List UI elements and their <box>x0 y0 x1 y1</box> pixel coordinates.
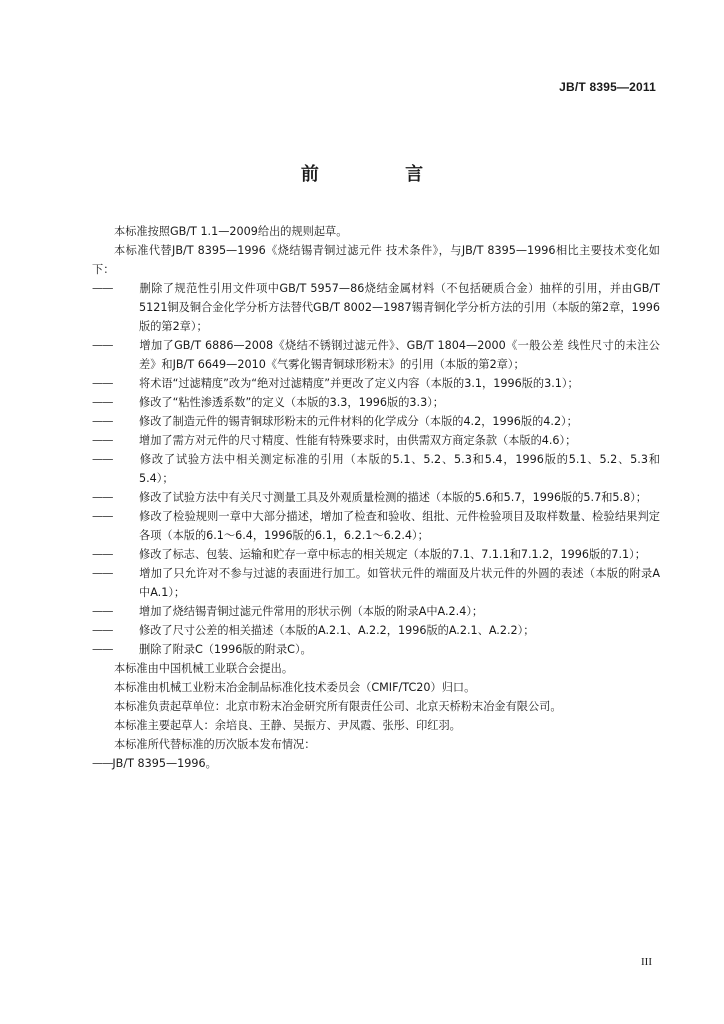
history-item-text: JB/T 8395—1996。 <box>112 757 217 770</box>
list-item <box>92 431 660 450</box>
page-number: III <box>641 956 652 968</box>
list-item <box>92 488 660 507</box>
list-marker: —— <box>92 548 113 561</box>
list-item-text: 增加了需方对元件的尺寸精度、性能有特殊要求时，由供需双方商定条款（本版的4.6）； <box>139 434 577 447</box>
list-marker: —— <box>92 434 113 447</box>
list-marker: —— <box>92 453 113 466</box>
list-item <box>92 393 660 412</box>
list-item <box>92 640 660 659</box>
standard-code: JB/T 8395—2011 <box>559 80 656 94</box>
list-item-text: 将术语“过滤精度”改为“绝对过滤精度”并更改了定义内容（本版的3.1，1996版的3.1）； <box>139 377 579 390</box>
list-item <box>92 450 660 488</box>
list-marker: —— <box>92 282 113 295</box>
list-item-text: 修改了“粘性渗透系数”的定义（本版的3.3，1996版的3.3）； <box>139 396 444 409</box>
change-list <box>92 279 660 659</box>
list-marker: —— <box>92 567 113 580</box>
paragraph: 本标准由中国机械工业联合会提出。 <box>114 662 294 675</box>
list-item <box>92 602 660 621</box>
page-title: 前 言 <box>300 164 464 185</box>
history-item <box>92 754 660 773</box>
list-item <box>92 507 660 545</box>
list-marker: —— <box>92 643 113 656</box>
paragraph: 本标准所代替标准的历次版本发布情况： <box>114 738 316 751</box>
list-marker: —— <box>92 339 113 352</box>
list-item <box>92 564 660 602</box>
list-item-text: 删除了规范性引用文件项中GB/T 5957—86烧结金属材料（不包括硬质合金）抽样的引用，并由GB/T 5121铜及铜合金化学分析方法替代GB/T 8002—1987锡青铜化学分析方法的引用（本版的第2章，1996版的第2章）； <box>139 282 660 333</box>
list-item <box>92 374 660 393</box>
list-item <box>92 412 660 431</box>
list-item-text: 修改了尺寸公差的相关描述（本版的A.2.1、A.2.2，1996版的A.2.1、A.2.2）； <box>139 624 535 637</box>
list-marker: —— <box>92 624 113 637</box>
list-item-text: 修改了试验方法中相关测定标准的引用（本版的5.1、5.2、5.3和5.4，1996版的5.1、5.2、5.3和5.4）； <box>139 453 660 485</box>
paragraph: 本标准负责起草单位：北京市粉末冶金研究所有限责任公司、北京天桥粉末冶金有限公司。 <box>114 700 562 713</box>
list-item-text: 增加了只允许对不参与过滤的表面进行加工。如管状元件的端面及片状元件的外圆的表述（本版的附录A中A.1）； <box>139 567 660 599</box>
list-marker: —— <box>92 396 113 409</box>
paragraph: 本标准由机械工业粉末冶金制品标准化技术委员会（CMIF/TC20）归口。 <box>114 681 476 694</box>
list-marker: —— <box>92 757 113 770</box>
list-item-text: 增加了GB/T 6886—2008《烧结不锈钢过滤元件》、GB/T 1804—2000《一般公差 线性尺寸的未注公差》和JB/T 6649—2010《气雾化锡青铜球形粉末》的引用（本版的第2章）； <box>139 339 660 371</box>
list-item-text: 修改了标志、包装、运输和贮存一章中标志的相关规定（本版的7.1、7.1.1和7.1.2，1996版的7.1）； <box>139 548 646 561</box>
list-marker: —— <box>92 605 113 618</box>
paragraph: 本标准按照GB/T 1.1—2009给出的规则起草。 <box>114 225 348 238</box>
list-item-text: 修改了制造元件的锡青铜球形粉末的元件材料的化学成分（本版的4.2，1996版的4.2）； <box>139 415 578 428</box>
paragraph: 本标准代替JB/T 8395—1996《烧结锡青铜过滤元件 技术条件》，与JB/T 8395—1996相比主要技术变化如下： <box>92 244 660 276</box>
list-item <box>92 279 660 336</box>
list-item-text: 增加了烧结锡青铜过滤元件常用的形状示例（本版的附录A中A.2.4）； <box>139 605 484 618</box>
list-marker: —— <box>92 377 113 390</box>
list-item-text: 修改了试验方法中有关尺寸测量工具及外观质量检测的描述（本版的5.6和5.7，1996版的5.7和5.8）； <box>139 491 647 504</box>
list-item <box>92 621 660 640</box>
list-marker: —— <box>92 491 113 504</box>
list-marker: —— <box>92 510 113 523</box>
document-body <box>92 222 660 773</box>
list-marker: —— <box>92 415 113 428</box>
list-item-text: 删除了附录C（1996版的附录C）。 <box>139 643 312 656</box>
list-item <box>92 545 660 564</box>
paragraph: 本标准主要起草人：余培良、王静、吴振方、尹凤霞、张彤、印红羽。 <box>114 719 461 732</box>
list-item <box>92 336 660 374</box>
list-item-text: 修改了检验规则一章中大部分描述，增加了检查和验收、组批、元件检验项目及取样数量、检验结果判定各项（本版的6.1～6.4，1996版的6.1，6.2.1～6.2.4）； <box>139 510 660 542</box>
